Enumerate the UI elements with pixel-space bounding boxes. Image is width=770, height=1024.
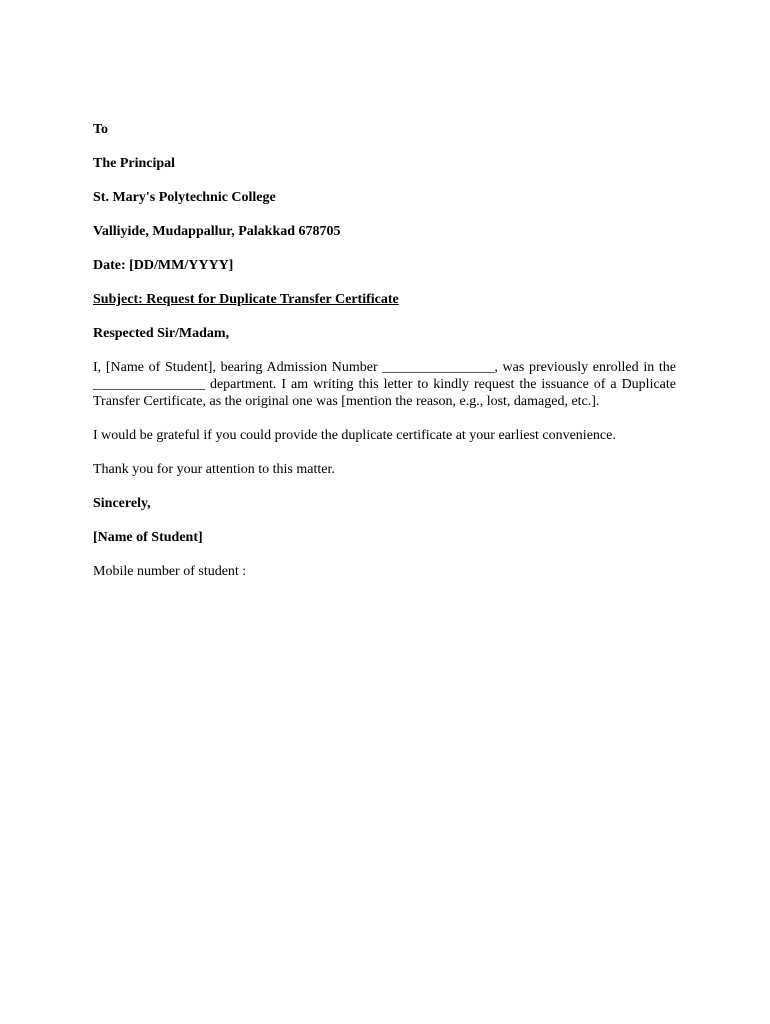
salutation-line: Respected Sir/Madam, [93,326,230,341]
subject-line: Subject: Request for Duplicate Transfer Certificate [93,292,399,307]
date-line: Date: [DD/MM/YYYY] [93,258,234,273]
recipient-line: The Principal [93,156,176,171]
body-paragraph-1: I, [Name of Student], bearing Admission Number ________________, was previously enrolled in the ________________ department. I am writing this letter to kindly request the issuance of a Duplicate Transfer Certificate, as the original one was [mention the reason, e.g., lost, damaged, etc.]. [93,360,676,409]
body-paragraph-3: Thank you for your attention to this matter. [93,462,335,477]
letter-content [93,121,676,597]
address-line: Valliyide, Mudappallur, Palakkad 678705 [93,224,341,239]
to-line: To [93,122,109,137]
closing-line: Sincerely, [93,496,151,511]
signature-name: [Name of Student] [93,530,203,545]
college-line: St. Mary's Polytechnic College [93,190,276,205]
body-paragraph-2: I would be grateful if you could provide the duplicate certificate at your earliest convenience. [93,428,616,443]
mobile-number-label: Mobile number of student : [93,564,247,579]
